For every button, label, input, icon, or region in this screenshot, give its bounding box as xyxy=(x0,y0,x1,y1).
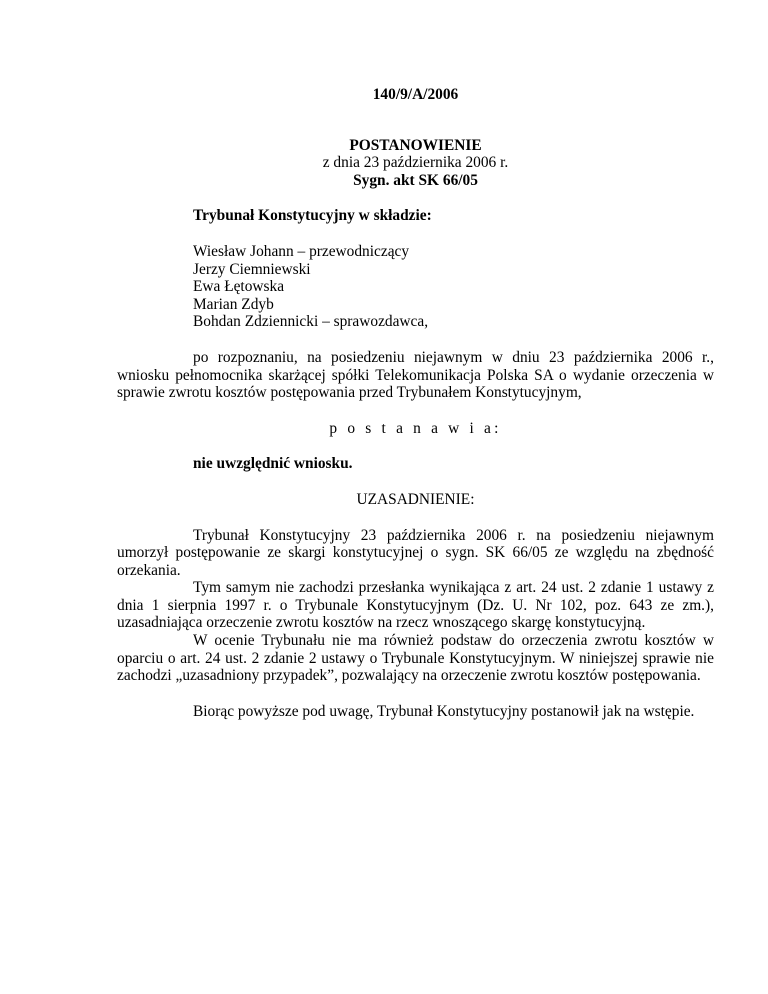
justification-heading: UZASADNIENIE: xyxy=(356,490,475,508)
justification-paragraph: Trybunał Konstytucyjny 23 października 2006 r. na posiedzeniu niejawnym umorzył postępowanie ze skargi konstytucyjnej o sygn. SK 66/05 ze względu na zbędność orzekania. xyxy=(117,526,714,579)
closing-paragraph: Biorąc powyższe pod uwagę, Trybunał Konstytucyjny postanowił jak na wstępie. xyxy=(193,702,695,720)
member-item: Ewa Łętowska xyxy=(193,278,285,296)
decision-date: z dnia 23 października 2006 r. xyxy=(322,154,509,172)
member-item: Wiesław Johann – przewodniczący xyxy=(193,242,410,260)
composition-heading: Trybunał Konstytucyjny w składzie: xyxy=(193,207,432,225)
member-item: Bohdan Zdziennicki – sprawozdawca, xyxy=(193,313,429,331)
member-item: Jerzy Ciemniewski xyxy=(193,260,311,278)
tribunal-members-list xyxy=(117,243,714,331)
justification-paragraph: W ocenie Trybunału nie ma również podstaw do orzeczenia zwrotu kosztów w oparciu o art. 24 ust. 2 zdanie 2 ustawy o Trybunale Konstytucyjnym. W niniejszej sprawie nie zachodzi „uzasadniony przypadek”, pozwalający na orzeczenie zwrotu kosztów postępowania. xyxy=(117,632,714,685)
ruling-text: nie uwzględnić wniosku. xyxy=(193,455,353,473)
case-signature: Sygn. akt SK 66/05 xyxy=(353,171,478,189)
document-page xyxy=(117,86,714,720)
justification-paragraph: Tym samym nie zachodzi przesłanka wynikająca z art. 24 ust. 2 zdanie 1 ustawy z dnia 1 sierpnia 1997 r. o Trybunale Konstytucyjnym (Dz. U. Nr 102, poz. 643 ze zm.), uzasadniająca orzeczenie zwrotu kosztów na rzecz wnoszącego skargę konstytucyjną. xyxy=(117,579,714,632)
document-number: 140/9/A/2006 xyxy=(372,86,459,103)
intro-paragraph: po rozpoznaniu, na posiedzeniu niejawnym w dniu 23 października 2006 r., wniosku pełnomocnika skarżącej spółki Telekomunikacja Polska SA o wydanie orzeczenia w sprawie zwrotu kosztów postępowania przed Trybunałem Konstytucyjnym, xyxy=(117,348,714,402)
member-item: Marian Zdyb xyxy=(193,295,274,313)
decision-type-title: POSTANOWIENIE xyxy=(349,136,482,154)
decides-label: p o s t a n a w i a: xyxy=(329,419,502,437)
